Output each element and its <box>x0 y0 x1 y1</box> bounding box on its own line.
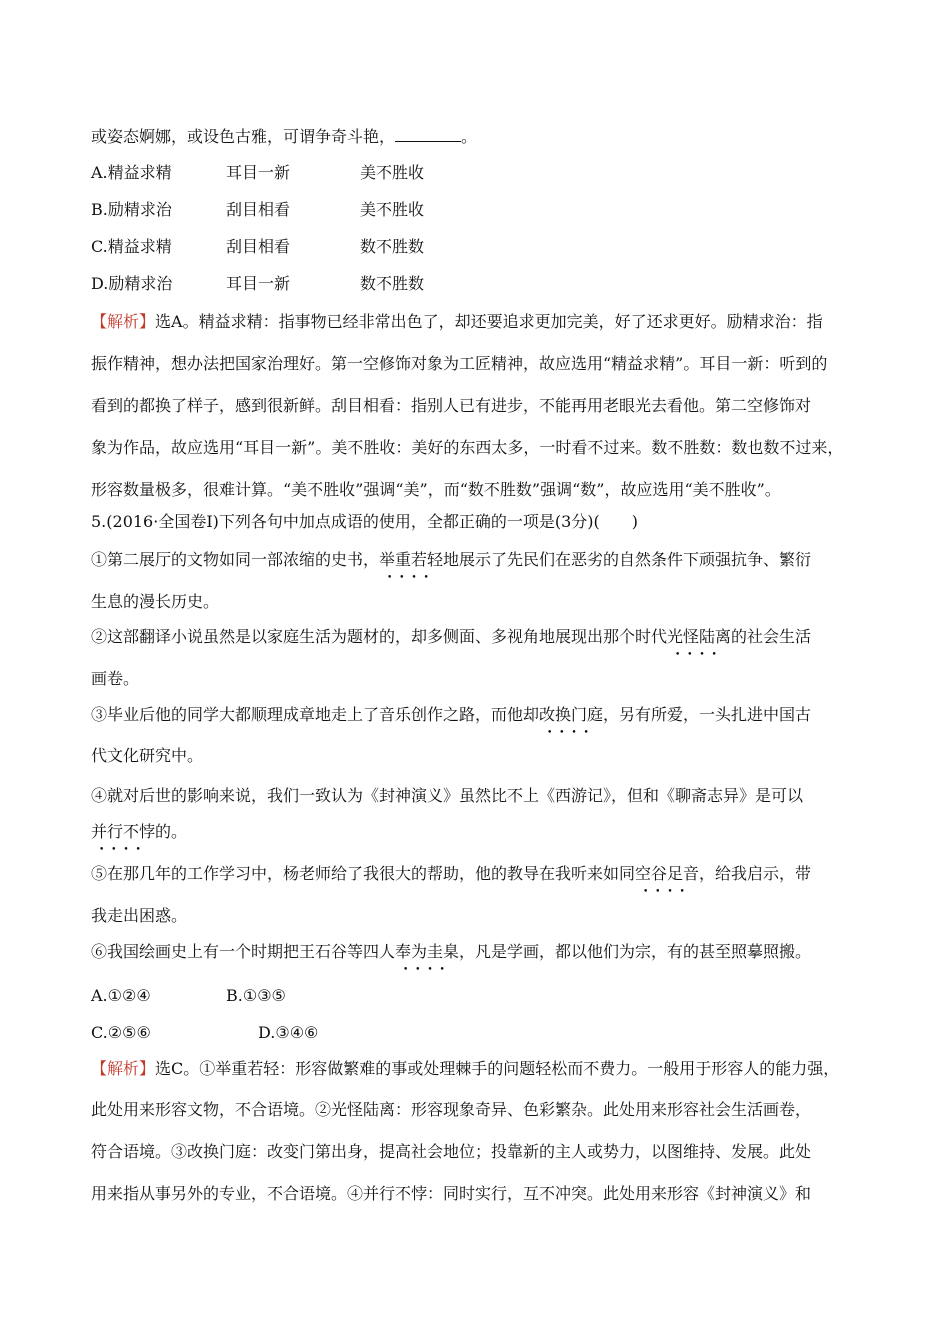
q5-option-d: D.③④⑥ <box>258 1023 319 1042</box>
emphasized-idiom: 光怪陆离 • • • • <box>667 626 731 648</box>
q5-analysis-line-4: 用来指从事另外的专业，不合语境。④并行不悖：同时实行，互不冲突。此处用来形容《封神演义》和 <box>91 1184 812 1203</box>
q5-sentence-4-cont: 并行不悖 • • • •的。 <box>91 821 187 843</box>
q5-sentence-4: ④就对后世的影响来说，我们一致认为《封神演义》虽然比不上《西游记》，但和《聊斋志异》是可以 <box>91 786 804 805</box>
q5-analysis-line-2: 此处用来形容文物，不合语境。②光怪陆离：形容现象奇异、色彩繁杂。此处用来形容社会生活画卷， <box>91 1100 812 1119</box>
q4-analysis-line-1: 【解析】选A。精益求精：指事物已经非常出色了，却还要追求更加完美，好了还求更好。励精求治：指 <box>91 312 823 331</box>
q4-sentence-tail: 或姿态婀娜，或设色古雅，可谓争奇斗艳， 。 <box>91 127 478 146</box>
answer-blank <box>395 127 461 142</box>
q4-analysis-line-2: 振作精神，想办法把国家治理好。第一空修饰对象为工匠精神，故应选用“精益求精”。耳目一新：听到的 <box>91 354 828 373</box>
q5-option-a: A.①②④ <box>91 986 151 1005</box>
q4-analysis-line-3: 看到的都换了样子，感到很新鲜。刮目相看：指别人已有进步，不能再用老眼光去看他。第二空修饰对 <box>91 396 812 415</box>
q5-stem: 5.(2016·全国卷Ⅰ)下列各句中加点成语的使用，全都正确的一项是(3分)( ) <box>91 512 639 531</box>
q5-sentence-2: ②这部翻译小说虽然是以家庭生活为题材的，却多侧面、多视角地展现出那个时代光怪陆离 • • • •的社会生活 <box>91 626 811 648</box>
analysis-tag: 【解析】 <box>91 312 156 331</box>
q5-sentence-1: ①第二展厅的文物如同一部浓缩的史书，举重若轻 • • • •地展示了先民们在恶劣的自然条件下顽强抗争、繁衍 <box>91 549 811 571</box>
emphasized-idiom: 并行不悖 • • • • <box>91 821 155 843</box>
q5-option-b: B.①③⑤ <box>226 986 286 1005</box>
q4-analysis-line-5: 形容数量极多，很难计算。“美不胜收”强调“美”，而“数不胜数”强调“数”，故应选用“美不胜收”。 <box>91 480 781 499</box>
q5-sentence-3: ③毕业后他的同学大都顺理成章地走上了音乐创作之路，而他却改换门庭 • • • •，另有所爱，一头扎进中国古 <box>91 704 811 726</box>
q5-analysis-line-1: 【解析】选C。①举重若轻：形容做繁难的事或处理棘手的问题轻松而不费力。一般用于形容人的能力强， <box>91 1059 840 1078</box>
emphasized-idiom: 奉为圭臬 • • • • <box>395 941 459 963</box>
q5-sentence-2-cont: 画卷。 <box>91 669 140 688</box>
emphasized-idiom: 空谷足音 • • • • <box>635 863 699 885</box>
q5-sentence-6: ⑥我国绘画史上有一个时期把王石谷等四人奉为圭臬 • • • •，凡是学画，都以他们为宗，有的甚至照摹照搬。 <box>91 941 811 963</box>
q5-analysis-line-3: 符合语境。③改换门庭：改变门第出身，提高社会地位；投靠新的主人或势力，以图维持、发展。此处 <box>91 1142 812 1161</box>
q5-option-c: C.②⑤⑥ <box>91 1023 151 1042</box>
q5-sentence-5: ⑤在那几年的工作学习中，杨老师给了我很大的帮助，他的教导在我听来如同空谷足音 • • • •，给我启示，带 <box>91 863 811 885</box>
q5-sentence-5-cont: 我走出困惑。 <box>91 906 188 925</box>
q5-sentence-3-cont: 代文化研究中。 <box>91 746 204 765</box>
analysis-tag: 【解析】 <box>91 1059 156 1078</box>
emphasized-idiom: 改换门庭 • • • • <box>539 704 603 726</box>
q5-sentence-1-cont: 生息的漫长历史。 <box>91 592 220 611</box>
emphasized-idiom: 举重若轻 • • • • <box>379 549 443 571</box>
q4-analysis-line-4: 象为作品，故应选用“耳目一新”。美不胜收：美好的东西太多，一时看不过来。数不胜数：数也数不过来， <box>91 438 844 457</box>
